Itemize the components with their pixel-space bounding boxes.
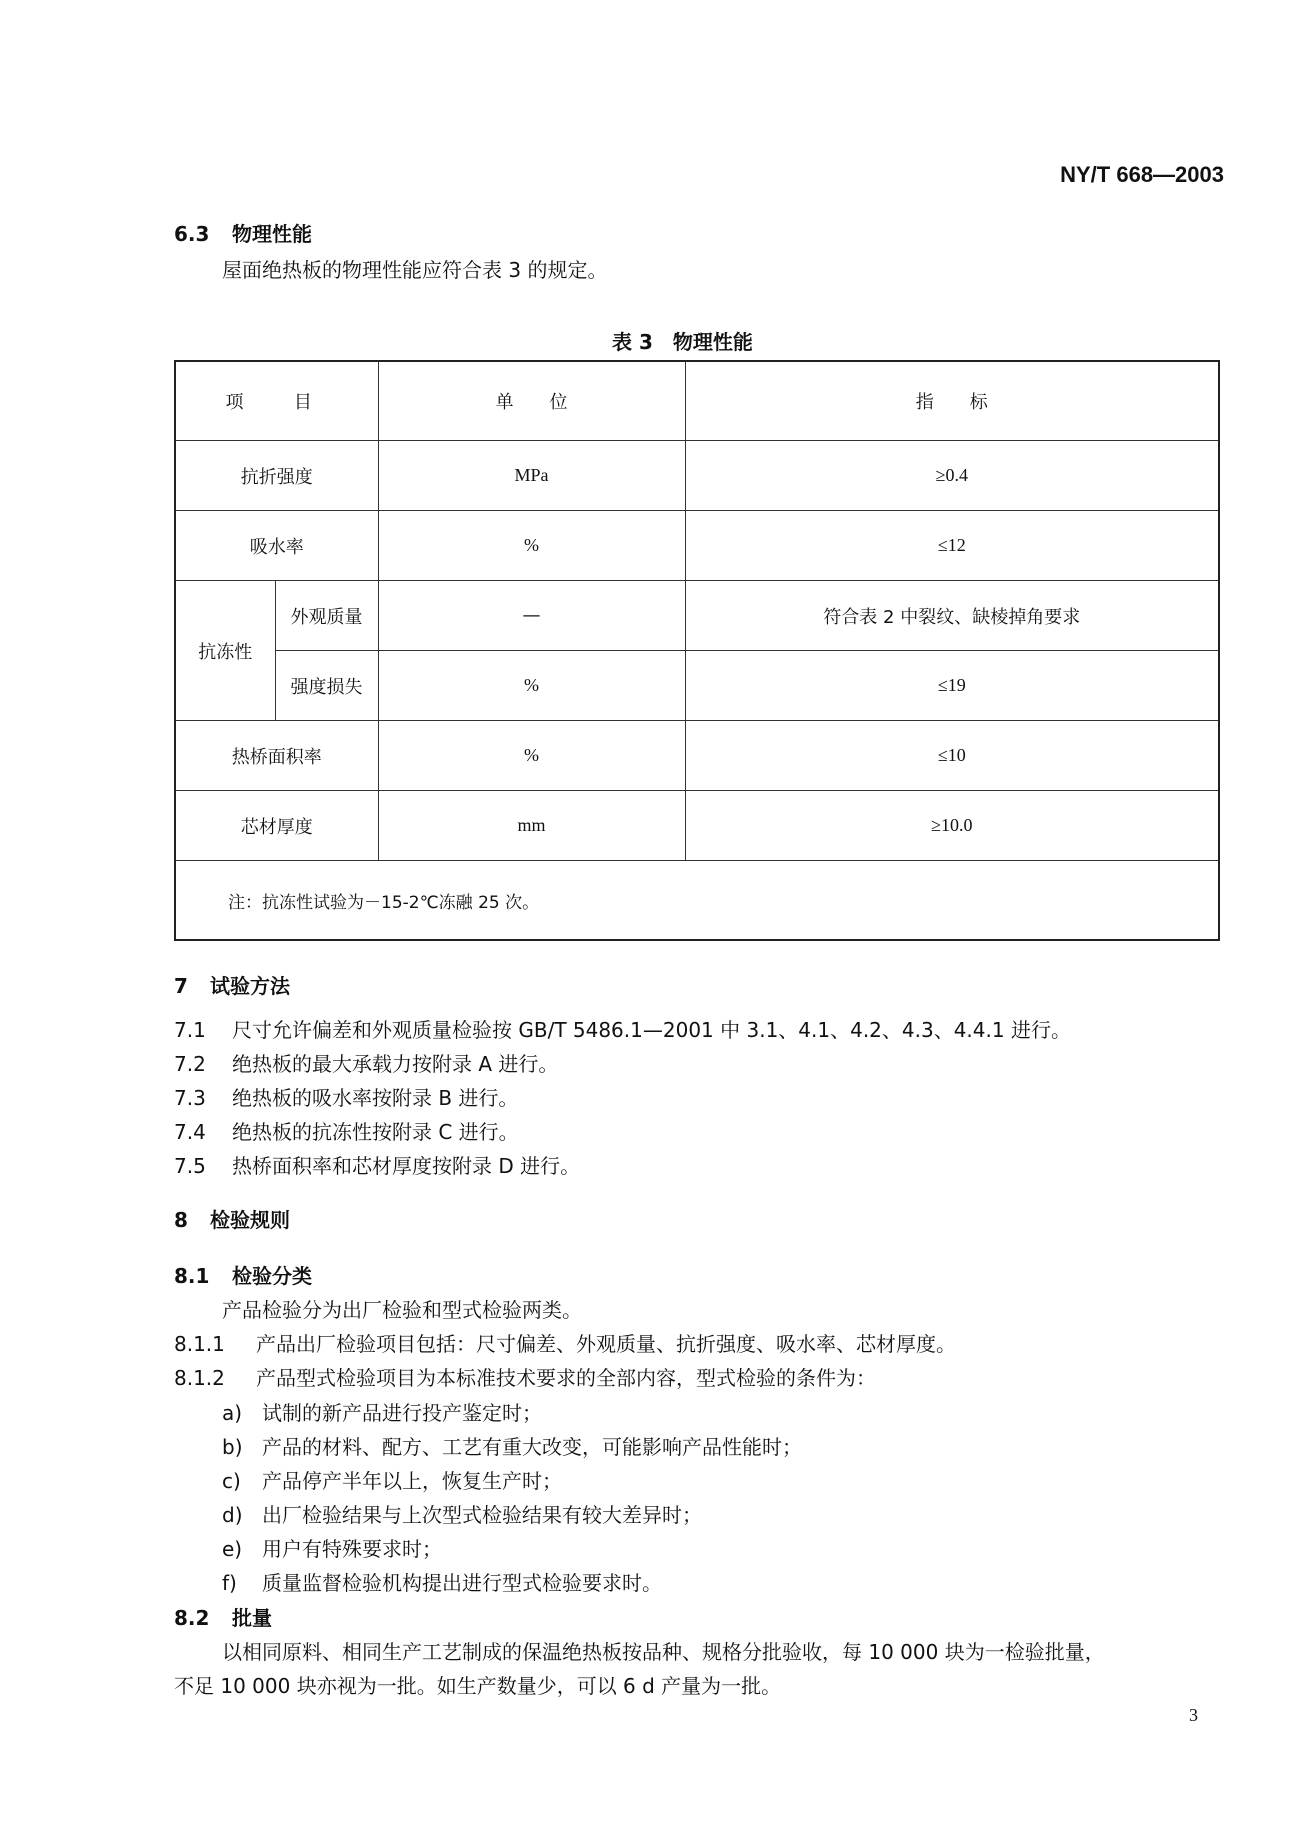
row-unit: % [378, 511, 685, 581]
clause-number: 7.4 [174, 1120, 206, 1144]
condition-item [222, 1431, 802, 1460]
clause-7-4 [174, 1116, 519, 1145]
table-caption: 表 3 物理性能 [612, 330, 753, 354]
row-group-frost: 抗冻性 [175, 581, 275, 721]
physical-properties-table [174, 360, 1220, 941]
table-note: 注：抗冻性试验为－15-2℃冻融 25 次。 [175, 861, 1219, 941]
header-index: 指 标 [685, 361, 1219, 441]
condition-text: 产品停产半年以上，恢复生产时； [262, 1469, 562, 1493]
clause-text: 绝热板的最大承载力按附录 A 进行。 [232, 1052, 559, 1076]
condition-item [222, 1567, 662, 1596]
clause-7-2 [174, 1048, 558, 1077]
table-row [175, 791, 1219, 861]
condition-tag: c) [222, 1469, 241, 1493]
section-6-3-body: 屋面绝热板的物理性能应符合表 3 的规定。 [222, 258, 608, 282]
row-value: ≤10 [685, 721, 1219, 791]
clause-text: 热桥面积率和芯材厚度按附录 D 进行。 [232, 1154, 581, 1178]
clause-8-1-1 [174, 1328, 956, 1357]
standard-code: NY/T 668—2003 [1060, 162, 1224, 187]
row-unit: % [378, 721, 685, 791]
row-value: ≤19 [685, 651, 1219, 721]
clause-text: 产品型式检验项目为本标准技术要求的全部内容，型式检验的条件为： [256, 1366, 876, 1390]
row-item: 芯材厚度 [175, 791, 378, 861]
clause-number: 8.1.2 [174, 1366, 225, 1390]
section-7-heading [174, 970, 290, 999]
condition-item [222, 1499, 702, 1528]
clause-7-5 [174, 1150, 580, 1179]
row-value: 符合表 2 中裂纹、缺棱掉角要求 [685, 581, 1219, 651]
condition-text: 用户有特殊要求时； [262, 1537, 442, 1561]
row-unit: MPa [378, 441, 685, 511]
clause-8-2-line-1: 以相同原料、相同生产工艺制成的保温绝热板按品种、规格分批验收，每 10 000 块为一检验批量， [222, 1640, 1105, 1664]
section-title: 试验方法 [210, 974, 290, 998]
clause-text: 尺寸允许偏差和外观质量检验按 GB/T 5486.1—2001 中 3.1、4.1、4.2、4.3、4.4.1 进行。 [232, 1018, 1071, 1042]
clause-8-1-heading [174, 1260, 312, 1289]
header-unit: 单 位 [378, 361, 685, 441]
clause-text: 绝热板的抗冻性按附录 C 进行。 [232, 1120, 519, 1144]
condition-tag: b) [222, 1435, 243, 1459]
table-row [175, 581, 1219, 651]
condition-item [222, 1465, 562, 1494]
clause-8-1-body: 产品检验分为出厂检验和型式检验两类。 [222, 1298, 582, 1322]
clause-title: 批量 [232, 1606, 272, 1630]
clause-number: 8.2 [174, 1606, 210, 1630]
section-6-3-heading [174, 218, 312, 247]
row-item: 吸水率 [175, 511, 378, 581]
row-value: ≥10.0 [685, 791, 1219, 861]
clause-8-1-2 [174, 1362, 876, 1391]
section-number: 7 [174, 974, 188, 998]
row-subitem: 外观质量 [275, 581, 378, 651]
section-title: 检验规则 [210, 1208, 290, 1232]
clause-number: 7.5 [174, 1154, 206, 1178]
header-item: 项 目 [175, 361, 378, 441]
clause-number: 8.1 [174, 1264, 210, 1288]
clause-title: 检验分类 [232, 1264, 312, 1288]
clause-number: 7.2 [174, 1052, 206, 1076]
clause-8-2-line-2: 不足 10 000 块亦视为一批。如生产数量少，可以 6 d 产量为一批。 [174, 1674, 782, 1698]
section-number: 8 [174, 1208, 188, 1232]
clause-number: 7.1 [174, 1018, 206, 1042]
condition-text: 试制的新产品进行投产鉴定时； [262, 1401, 542, 1425]
row-item: 热桥面积率 [175, 721, 378, 791]
table-note-row [175, 861, 1219, 941]
clause-text: 绝热板的吸水率按附录 B 进行。 [232, 1086, 519, 1110]
table-header-row [175, 361, 1219, 441]
table-row [175, 511, 1219, 581]
condition-tag: d) [222, 1503, 243, 1527]
row-unit: mm [378, 791, 685, 861]
clause-text: 产品出厂检验项目包括：尺寸偏差、外观质量、抗折强度、吸水率、芯材厚度。 [256, 1332, 956, 1356]
condition-text: 产品的材料、配方、工艺有重大改变，可能影响产品性能时； [262, 1435, 802, 1459]
condition-text: 出厂检验结果与上次型式检验结果有较大差异时； [262, 1503, 702, 1527]
clause-8-2-heading [174, 1602, 272, 1631]
row-unit: % [378, 651, 685, 721]
condition-item [222, 1533, 442, 1562]
condition-tag: a) [222, 1401, 243, 1425]
clause-7-1 [174, 1014, 1071, 1043]
clause-number: 8.1.1 [174, 1332, 225, 1356]
clause-number: 7.3 [174, 1086, 206, 1110]
row-value: ≥0.4 [685, 441, 1219, 511]
table-row [175, 441, 1219, 511]
condition-text: 质量监督检验机构提出进行型式检验要求时。 [262, 1571, 662, 1595]
row-unit: — [378, 581, 685, 651]
section-number: 6.3 [174, 222, 210, 246]
table-row [175, 651, 1219, 721]
condition-tag: e) [222, 1537, 243, 1561]
condition-item [222, 1397, 542, 1426]
condition-tag: f) [222, 1571, 237, 1595]
page-number: 3 [1189, 1705, 1198, 1725]
section-title: 物理性能 [232, 222, 312, 246]
row-value: ≤12 [685, 511, 1219, 581]
row-subitem: 强度损失 [275, 651, 378, 721]
table-row [175, 721, 1219, 791]
section-8-heading [174, 1204, 290, 1233]
clause-7-3 [174, 1082, 518, 1111]
row-item: 抗折强度 [175, 441, 378, 511]
